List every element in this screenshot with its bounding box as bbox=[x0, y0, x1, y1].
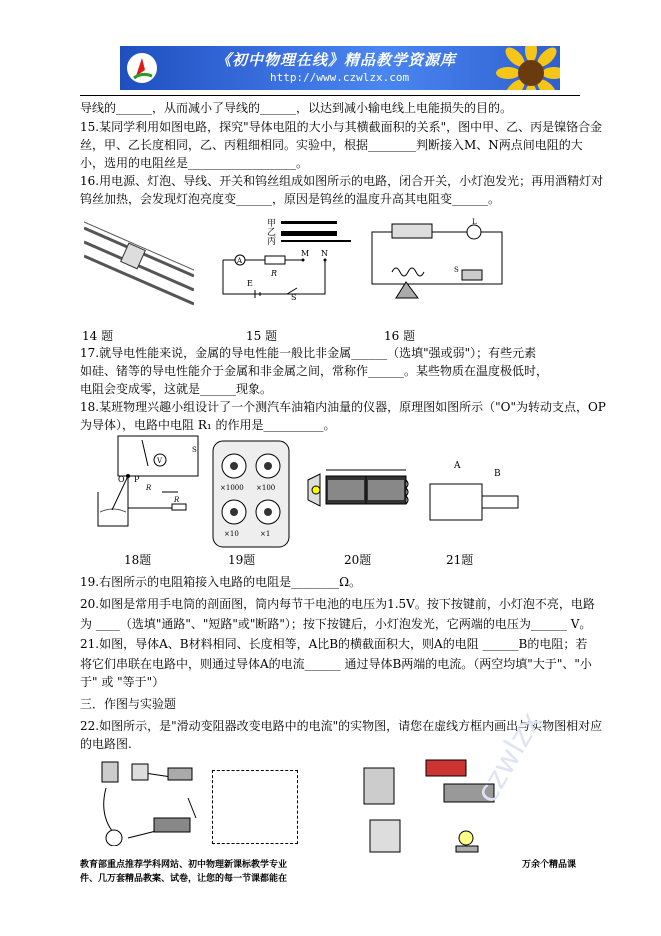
header-rule bbox=[80, 95, 580, 96]
svg-text:S: S bbox=[192, 446, 197, 454]
watermark: czwlzx bbox=[469, 706, 550, 809]
tungsten-coil bbox=[392, 268, 424, 276]
svg-text:A: A bbox=[454, 461, 461, 471]
conductor-a bbox=[430, 484, 482, 520]
figure-14-wires bbox=[84, 218, 194, 308]
text-line: 20.如图是常用手电筒的剖面图，筒内每节干电池的电压为1.5V。按下按键前，小灯泡不亮，电路 bbox=[80, 597, 595, 611]
text-line: 15.某同学利用如图电路，探究"导体电阻的大小与其横截面积的关系"，图中甲、乙、丙是镍铬合金 bbox=[80, 120, 603, 134]
svg-text:×10: ×10 bbox=[224, 530, 239, 538]
svg-text:E: E bbox=[247, 279, 253, 288]
svg-text:R: R bbox=[146, 484, 152, 492]
text-line: 于" 或 "等于"） bbox=[80, 675, 165, 689]
svg-text:L: L bbox=[472, 218, 477, 226]
svg-text:N: N bbox=[321, 249, 328, 258]
label-yi: 乙 bbox=[267, 228, 277, 238]
caption-20: 20题 bbox=[344, 553, 372, 567]
site-logo bbox=[126, 52, 158, 84]
text-line: 小，选用的电阻丝是__________________。 bbox=[80, 156, 309, 170]
bulb-icon bbox=[467, 225, 481, 239]
text-line: 18.某班物理兴趣小组设计了一个测汽车油箱内油量的仪器，原理图如图所示（"O"为转动支点，OP bbox=[80, 400, 606, 414]
text-line: 17.就导电性能来说，金属的导电性能一般比非金属______（选填"强或弱"）；有些元素 bbox=[80, 346, 537, 360]
text-line: 钨丝加热，会发现灯泡亮度变______，原因是钨丝的温度升高其电阻变______。 bbox=[80, 192, 501, 206]
svg-text:×1000: ×1000 bbox=[220, 484, 244, 492]
footer-left-1: 教育部重点推荐学科网站、初中物理新课标教学专业 bbox=[80, 860, 288, 870]
footer-right: 万余个精品课 bbox=[522, 860, 577, 870]
text-line: 19.右图所示的电阻箱接入电路的电阻是________Ω。 bbox=[80, 575, 362, 589]
figure-21-conductors bbox=[426, 458, 522, 530]
caption-15: 15 题 bbox=[246, 329, 278, 343]
battery-pack-icon bbox=[364, 768, 394, 804]
svg-text:O: O bbox=[118, 475, 125, 484]
battery-icon bbox=[102, 762, 118, 782]
svg-text:×100: ×100 bbox=[256, 484, 276, 492]
figure-15-circuit bbox=[215, 218, 355, 300]
text-line: 丝，甲、乙长度相同，乙、丙粗细相同。实验中，根据________判断接入M、N两点间电阻的大 bbox=[80, 138, 583, 152]
site-title: 《初中物理在线》精品教学资源库 bbox=[216, 51, 457, 69]
switch-icon bbox=[168, 768, 192, 780]
label-jia: 甲 bbox=[267, 219, 277, 229]
svg-text:R: R bbox=[174, 496, 180, 504]
answer-box[interactable] bbox=[212, 770, 298, 844]
label-bing: 丙 bbox=[267, 237, 277, 247]
text-line: 为导体），电路中电阻 R₁ 的作用是__________。 bbox=[80, 418, 336, 432]
figure-18-oil-gauge bbox=[92, 432, 204, 530]
ammeter-icon bbox=[106, 830, 122, 846]
bulb-icon bbox=[459, 831, 473, 845]
figure-19-resistance-box bbox=[212, 440, 290, 548]
switch-icon bbox=[462, 270, 482, 280]
figure-20-flashlight bbox=[306, 450, 414, 530]
ammeter-icon bbox=[370, 820, 400, 852]
svg-text:R: R bbox=[271, 269, 278, 278]
rheostat-icon bbox=[154, 818, 190, 832]
switch-icon bbox=[426, 760, 466, 776]
figure-22-physical-circuit bbox=[88, 758, 206, 846]
text-line: 21.如图，导体A、B材料相同、长度相等，A比B的横截面积大，则A的电阻 ______B的电阻；若 bbox=[80, 637, 588, 651]
text-line: 导线的______，从而减小了导线的______，以达到减小输电线上电能损失的目的。 bbox=[80, 101, 513, 115]
text-line: 电阻会变成零，这就是______现象。 bbox=[80, 382, 273, 396]
caption-21: 21题 bbox=[446, 553, 474, 567]
svg-text:S: S bbox=[454, 266, 459, 274]
svg-text:B: B bbox=[494, 469, 501, 479]
caption-14: 14 题 bbox=[82, 329, 114, 343]
conductor-b bbox=[482, 496, 518, 508]
footer-left-2: 件、几万套精品教案、试卷，让您的每一节课都能在 bbox=[80, 874, 288, 884]
text-line: 将它们串联在电路中，则通过导体A的电流______ 通过导体B两端的电流。（两空均填"大于"、"小 bbox=[80, 657, 592, 671]
section-heading: 三．作图与实验题 bbox=[80, 697, 177, 711]
header-banner bbox=[120, 46, 560, 90]
svg-text:S: S bbox=[291, 293, 297, 300]
caption-16: 16 题 bbox=[384, 329, 416, 343]
text-line: 为 ____（选填"通路"、"短路"或"断路"）；按下按键后，小灯泡发光，它两端的电压为______ V。 bbox=[80, 617, 592, 631]
text-line: 16.用电源、灯泡、导线、开关和钨丝组成如图所示的电路，闭合开关，小灯泡发光；再用酒精灯对 bbox=[80, 174, 604, 188]
svg-text:×1: ×1 bbox=[260, 530, 271, 538]
text-line: 如硅、锗等的导电性能介于金属和非金属之间，常称作______。某些物质在温度极低时， bbox=[80, 364, 549, 378]
text-line: 的电路图. bbox=[80, 737, 132, 751]
sunflower-icon bbox=[496, 46, 560, 90]
svg-text:V: V bbox=[157, 457, 163, 465]
figure-16-apparatus bbox=[362, 212, 512, 304]
caption-19: 19题 bbox=[228, 553, 256, 567]
site-url[interactable]: http://www.czwlzx.com bbox=[270, 71, 410, 84]
svg-text:M: M bbox=[301, 249, 310, 258]
svg-text:A: A bbox=[237, 257, 243, 265]
battery-icon bbox=[392, 224, 432, 238]
svg-text:P: P bbox=[134, 475, 140, 484]
text-line: 22.如图所示，是"滑动变阻器改变电路中的电流"的实物图，请您在虚线方框内画出与实物图相对应 bbox=[80, 719, 603, 733]
caption-18: 18题 bbox=[124, 553, 152, 567]
